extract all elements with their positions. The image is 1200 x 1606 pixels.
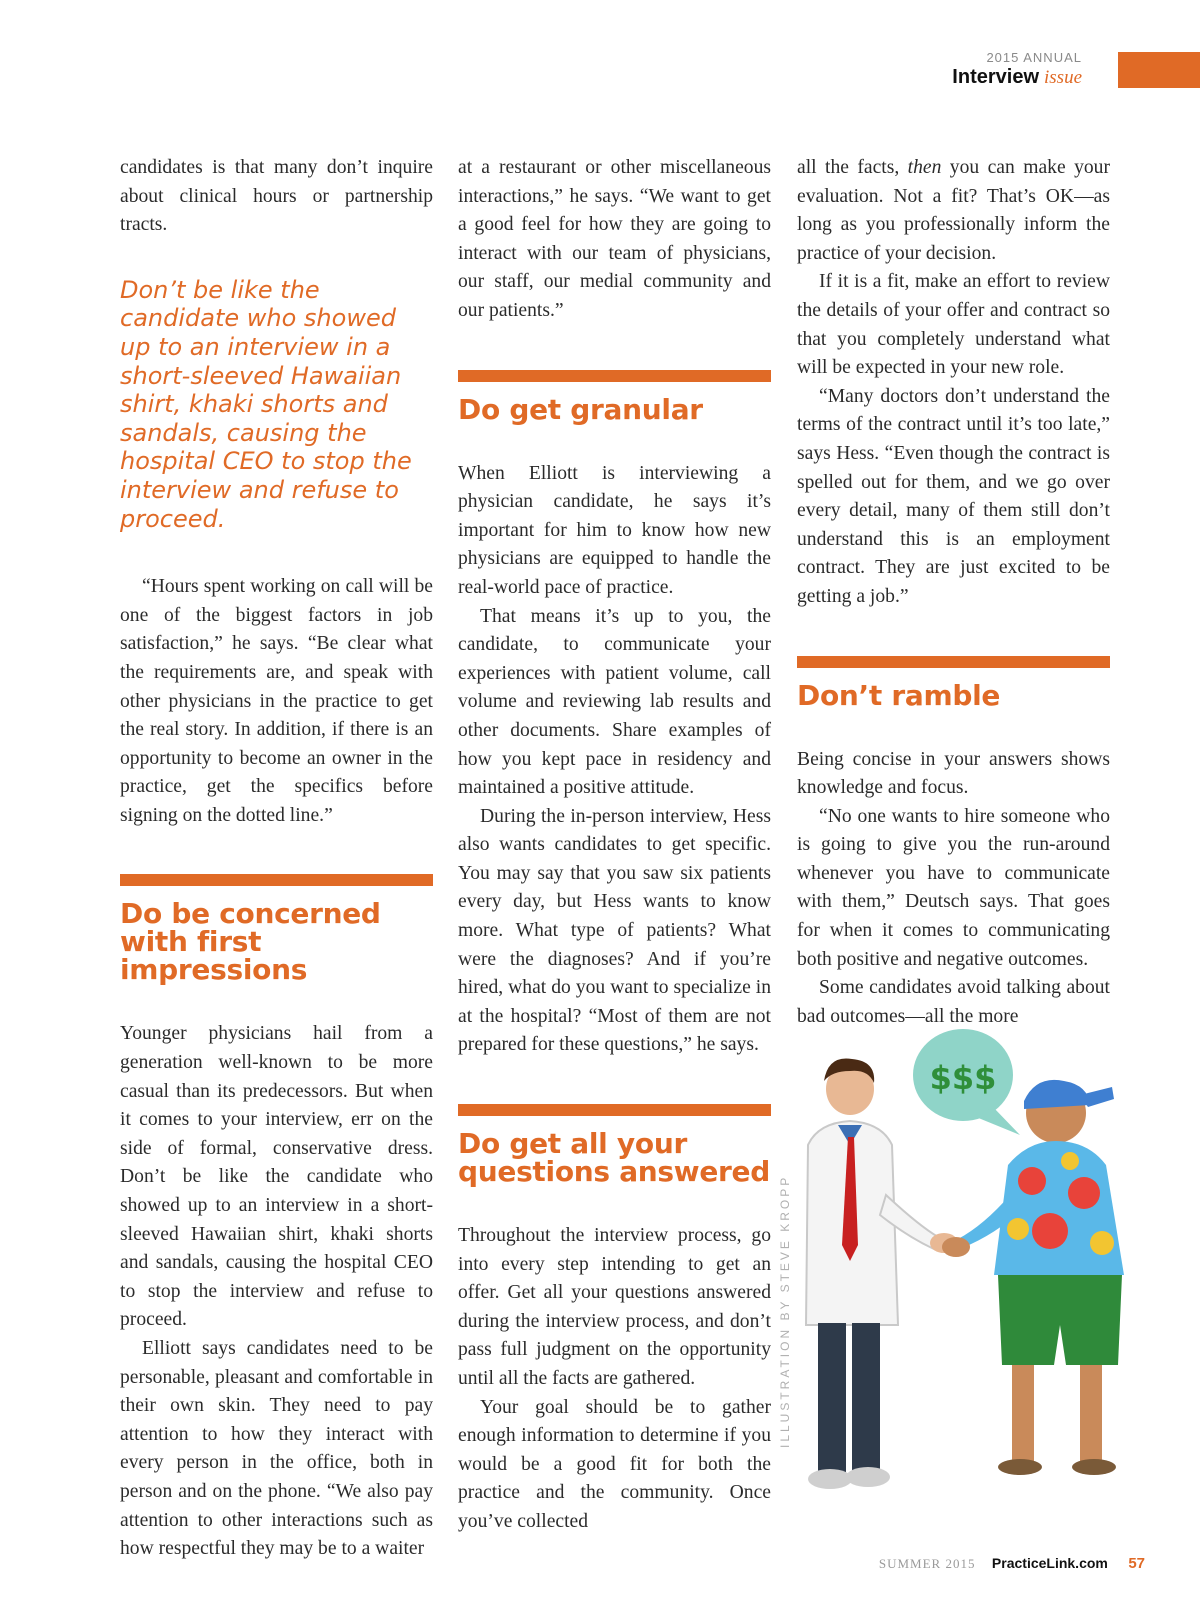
- column-2: [458, 154, 771, 1537]
- paragraph: Throughout the interview process, go into every step intending to get an offer. Get all your questions answered during the interview process, and don’t pass full judgment on the opportunity until all the facts are gathered.: [458, 1225, 771, 1389]
- footer-issue-date: SUMMER 2015: [878, 1556, 976, 1571]
- paragraph: Your goal should be to gather enough information to determine if you would be a good fit for both the practice and the community. Once you’ve collected: [458, 1396, 771, 1532]
- header-accent-bar: [1118, 52, 1200, 88]
- speech-bubble: [913, 1029, 1020, 1135]
- paragraph: “Hours spent working on call will be one of the biggest factors in job satisfaction,” he says. “Be clear what the requirements are, and speak with other physicians in the practice to get the real story. In addition, if there is an opportunity to become an owner in the practice, get the specifics before signing on the dotted line.”: [120, 576, 433, 826]
- section-heading: Do get all your questions answered: [458, 1127, 770, 1189]
- paragraph: Elliott says candidates need to be personable, pleasant and comfortable in their own skin. They need to pay attention to how they interact with every person in the office, both in person and on the phone. “We also pay attention to other interactions such as how respectful they may be to a waiter: [120, 1338, 433, 1560]
- header-issue: issue: [1044, 67, 1082, 88]
- paragraph: Some candidates avoid talking about bad outcomes—all the more: [797, 977, 1110, 1027]
- section-heading: Don’t ramble: [797, 678, 1001, 712]
- paragraph: [797, 154, 1110, 268]
- illustration-credit: ILLUSTRATION BY STEVE KROPP: [778, 1174, 792, 1448]
- section-heading: Do be concerned with first impressions: [120, 897, 381, 987]
- paragraph: “Many doctors don’t understand the terms of the contract until it’s too late,” says Hess. “Even though the contract is spelled out for them, and we go over every detail, many of them still don’t understand this is an employment contract. They are just excited to be getting a job.”: [797, 385, 1110, 607]
- section-divider: [458, 1104, 771, 1116]
- column-1: [120, 154, 433, 1564]
- pull-quote: Don’t be like the candidate who showed up to an interview in a short-sleeved Hawaiian shirt, khaki shorts and sandals, causing the hospital CEO to stop the interview and refuse to proceed.: [120, 275, 412, 533]
- header-issue-title: [952, 65, 1082, 90]
- section-divider: [458, 370, 771, 382]
- footer-site: PracticeLink.com: [991, 1555, 1108, 1571]
- dollar-sign-text: $$$: [929, 1059, 997, 1097]
- paragraph: If it is a fit, make an effort to review the details of your offer and contract so that you completely understand what will be expected in your new role.: [797, 271, 1110, 379]
- section-divider: [797, 656, 1110, 668]
- header-interview: Interview: [952, 66, 1039, 88]
- paragraph: candidates is that many don’t inquire about clinical hours or partnership tracts.: [120, 157, 433, 236]
- paragraph: Being concise in your answers shows knowledge and focus.: [797, 748, 1110, 799]
- paragraph: That means it’s up to you, the candidate, to communicate your experiences with patient volume, call volume and reviewing lab results and other documents. Share examples of how you kept pace in residency and maintained a positive attitude.: [458, 605, 771, 799]
- paragraph: When Elliott is interviewing a physician candidate, he says it’s important for him to know how new physicians are equipped to handle the real-world pace of practice.: [458, 462, 771, 598]
- doctor-figure: [806, 1058, 958, 1489]
- paragraph: During the in-person interview, Hess also wants candidates to get specific. You may say that you saw six patients every day, but Hess wants to know more. What type of patients? What were the diagnoses? And if you’re hired, what do you want to specialize in at the hospital? “Most of them are not prepared for these questions,” he says.: [458, 805, 771, 1056]
- text-run: all the facts,: [797, 157, 908, 178]
- section-heading: Do get granular: [458, 392, 703, 426]
- header-annual: 2015 ANNUAL: [986, 50, 1082, 65]
- paragraph: “No one wants to hire someone who is going to give you the run-around whenever you have to communicate with them,” Deutsch says. That goes for when it comes to communicating both positive and negative outcomes.: [797, 805, 1110, 970]
- handshake-illustration: [788, 1025, 1150, 1515]
- paragraph: Younger physicians hail from a generation well-known to be more casual than its predecessors. But when it comes to your interview, err on the side of formal, conservative dress. Don’t be like the candidate who showed up to an interview in a short-sleeved Hawaiian shirt, khaki shorts and sandals, causing the hospital CEO to stop the interview and refuse to proceed.: [120, 1023, 433, 1331]
- text-run: you can make your evaluation. Not a fit? That’s OK—as long as you professionally inform the practice of your decision.: [797, 157, 1110, 264]
- paragraph: at a restaurant or other miscellaneous interactions,” he says. “We want to get a good feel for how they are going to interact with our team of physicians, our staff, our medial community and our patients.”: [458, 157, 771, 321]
- running-header: [952, 50, 1082, 90]
- candidate-figure: [942, 1080, 1124, 1475]
- page-footer: [879, 1555, 1145, 1573]
- column-3: [797, 154, 1110, 1031]
- page-number: 57: [1128, 1555, 1145, 1572]
- section-divider: [120, 874, 433, 886]
- emphasis: then: [907, 157, 942, 178]
